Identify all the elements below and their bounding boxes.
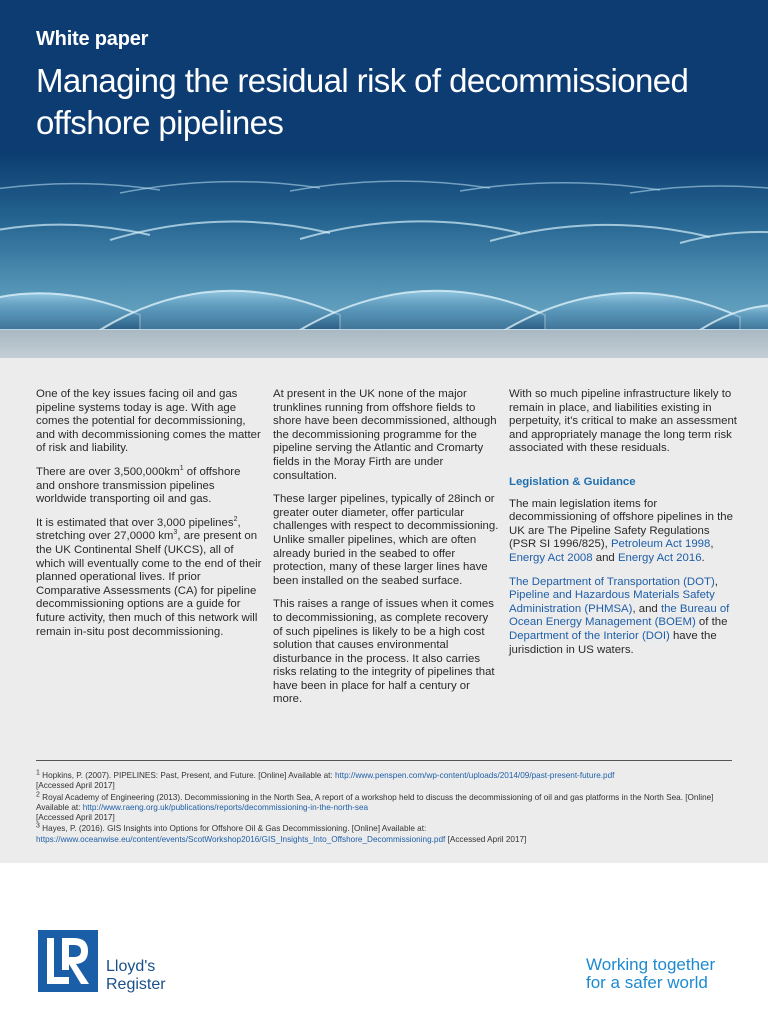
link-department-of-interior[interactable]: Department of the Interior (DOI) (509, 629, 670, 642)
link-energy-act-2016[interactable]: Energy Act 2016 (617, 551, 702, 564)
header-banner (0, 0, 768, 155)
footnote-2-link[interactable]: http://www.raeng.org.uk/publications/reports/decommissioning-in-the-north-sea (82, 802, 369, 812)
paragraph-larger-pipelines: These larger pipelines, typically of 28inch or greater outer diameter, offer particular challenges with respect to decommissioning. Unlike smaller pipelines, which are often already buried in the seabed to offer protection, many of these larger lines have been installed on the seabed surface. (273, 493, 499, 587)
footnote-1-link[interactable]: http://www.penspen.com/wp-content/uploads/2014/09/past-present-future.pdf (334, 771, 615, 780)
footnote-2: $^2$ Royal Academy of Engineering (2013). Decommissioning in the North Sea, A report of a workshop held to discuss the decommissioning of oil and gas platforms in the North Sea. [Online] Available at: http://www.raeng.org.uk/publications/reports/decommissioning-in-the-north-sea [Accessed April 2017] (36, 790, 714, 823)
paragraph-issues: This raises a range of issues when it comes to decommissioning, as complete recovery of such pipelines is likely to be a high cost solution that causes environmental disturbance in the process. It also carries risks relating to the integrity of pipelines that have been in place for half a century or more. (273, 598, 495, 706)
footnote-3-link[interactable]: https://www.oceanwise.eu/content/events/ScotWorkshop2016/GIS_Insights_Into_Offshore_Decommissioning.pdf (36, 834, 446, 844)
link-boem[interactable]: the Bureau of Ocean Energy Management (BOEM) (509, 602, 730, 629)
tagline: Working together for a safer world (586, 955, 716, 992)
link-phmsa[interactable]: Pipeline and Hazardous Materials Safety Administration (PHMSA) (509, 589, 715, 615)
footnotes (36, 771, 736, 846)
paragraph-uk-legislation: The main legislation items for decommissioning of offshore pipelines in the UK are The Pipeline Safety Regulations (PSR SI 1996/825), Petroleum Act 1998, Energy Act 2008 and Energy Act 2016. (509, 497, 733, 564)
footnote-3: $^3$ Hayes, P. (2016). GIS Insights into Options for Offshore Oil & Gas Decommissioning. [Online] Available at: https://www.oceanwise.eu/content/events/ScotWorkshop2016/GIS_Insights_Into_Offshore_Decommissioning.pdf [Accessed April 2017] (36, 822, 527, 844)
page-title: Managing the residual risk of decommissioned offshore pipelines (36, 62, 689, 141)
link-energy-act-2008[interactable]: Energy Act 2008 (509, 551, 593, 564)
link-petroleum-act-1998[interactable]: Petroleum Act 1998 (610, 538, 711, 551)
section-heading-legislation: Legislation & Guidance (509, 475, 636, 488)
column-2 (273, 388, 499, 717)
pipelines-illustration (0, 155, 768, 330)
intro-paragraph: One of the key issues facing oil and gas pipeline systems today is age. With age comes the potential for decommissioning, and with decommissioning comes the matter of risk and liability. (36, 388, 261, 455)
footnote-1: $^1$ Hopkins, P. (2007). PIPELINES: Past, Present, and Future. [Online] Available at: http://www.penspen.com/wp-content/uploads/2014/09/past-present-future.pdf [Accessed April 2017] (36, 769, 615, 791)
footnote-divider (36, 760, 732, 761)
paragraph-us-jurisdiction: The Department of Transportation (DOT), Pipeline and Hazardous Materials Safety Administration (PHMSA), and the Bureau of Ocean Energy Management (BOEM) of the Department of the Interior (DOI) have the jurisdiction in US waters. (509, 575, 730, 656)
paragraph-trunklines: At present in the UK none of the major trunklines running from offshore fields to shore have been decommissioned, although the decommissioning programme for the pipeline serving the Atlantic and Cromarty fields in the Moray Firth are under consultation. (273, 388, 497, 482)
column-3 (509, 388, 737, 667)
pipelines-hero-image (0, 155, 768, 330)
document-type-label: White paper (36, 28, 149, 50)
paragraph-ukcs: It is estimated that over 3,000 pipelines$^2$, stretching over 27,0000 $km^3$, are present on the UK Continental Shelf (UKCS), all of which will eventually come to the end of their planned operational lives. If prior Comparative Assessments (CA) for pipeline decommissioning options are a guide for future activity, then much of this network will remain in-situ post decommissioning. (36, 515, 262, 638)
link-department-of-transportation[interactable]: The Department of Transportation (DOT) (509, 575, 715, 588)
lloyds-register-wordmark: Lloyd's Register (106, 958, 166, 993)
column-1 (36, 388, 262, 649)
lr-logo-icon (38, 930, 98, 997)
paragraph-pipelines-length: There are over $3,500,000km^1$ of offshore and onshore transmission pipelines worldwide transporting oil and gas. (36, 465, 241, 506)
paragraph-residuals: With so much pipeline infrastructure likely to remain in place, and liabilities existing in perpetuity, it's critical to make an assessment and appropriately manage the long term risk associated with these residuals. (509, 388, 737, 455)
hero-bottom-strip (0, 330, 768, 358)
